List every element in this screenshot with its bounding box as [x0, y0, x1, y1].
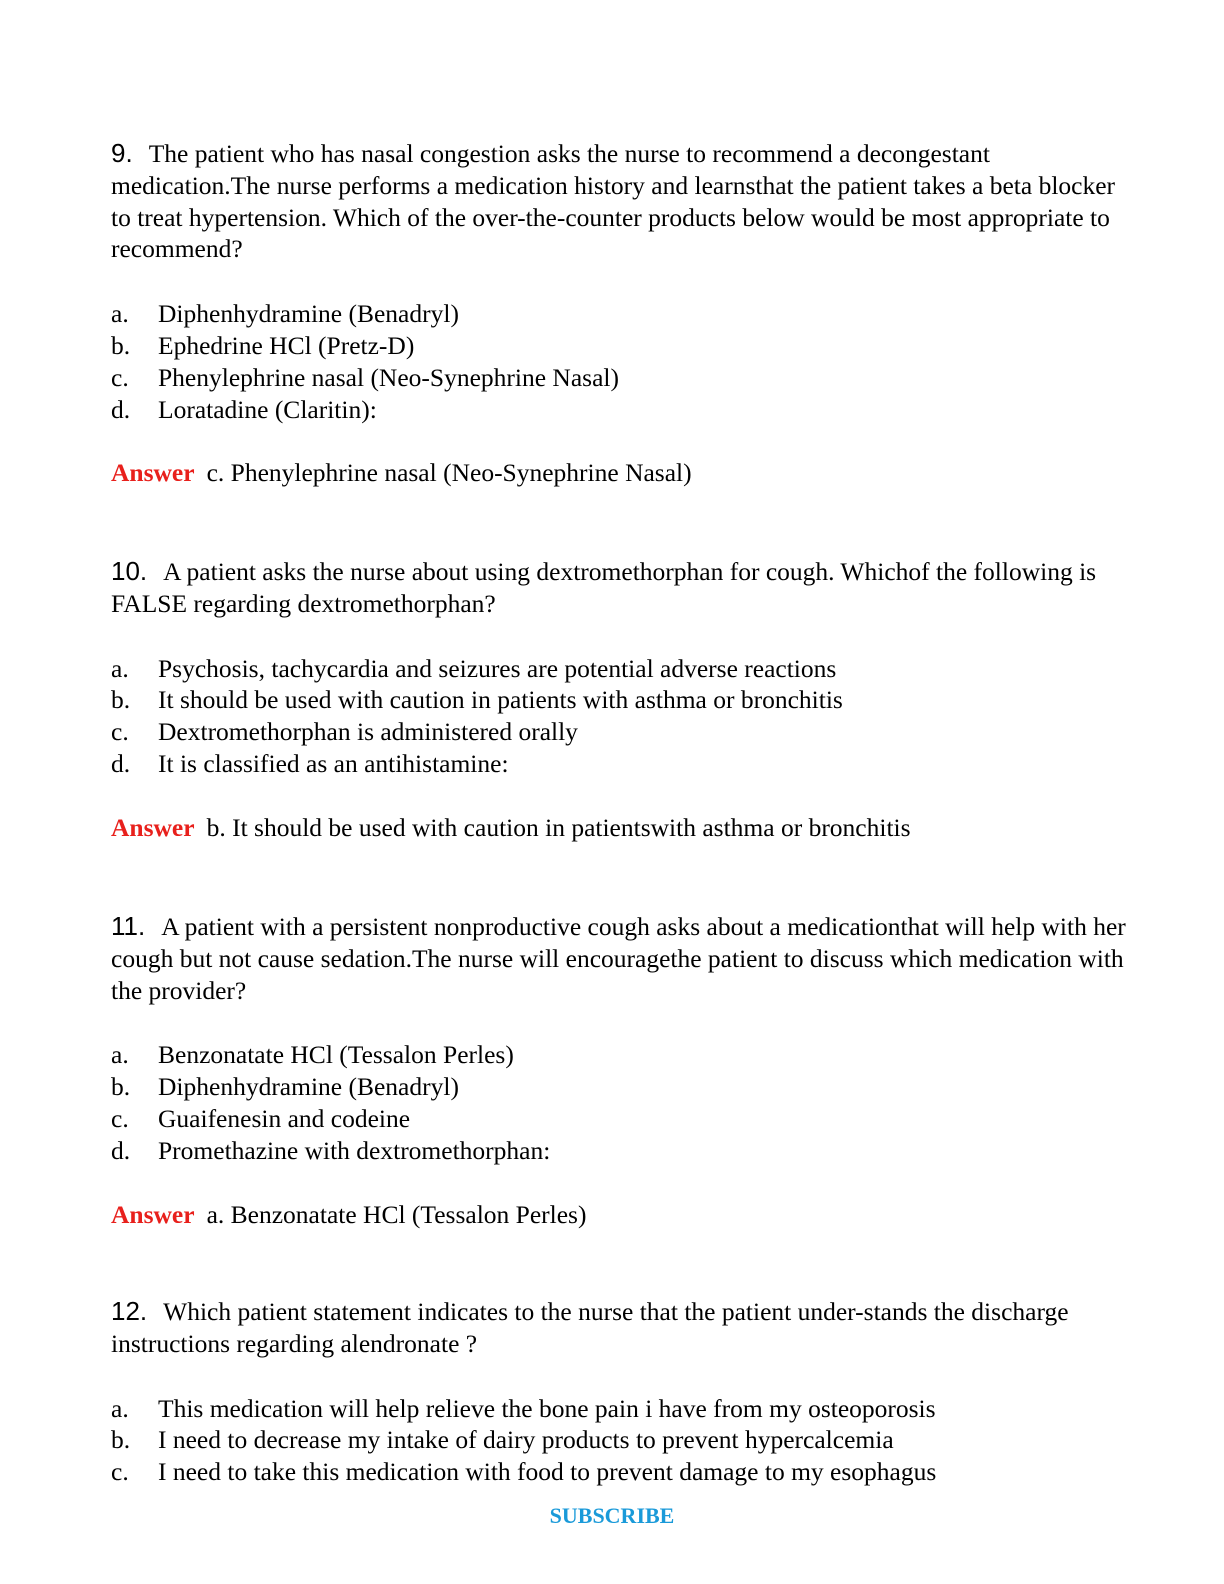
- option-item: [111, 684, 1126, 716]
- document-page: [111, 138, 1126, 1487]
- option-item: [111, 1456, 1126, 1488]
- answer-text: b. It should be used with caution in patientswith asthma or bronchitis: [206, 812, 911, 842]
- option-letter: c.: [111, 1457, 129, 1487]
- answer-text: a. Benzonatate HCl (Tessalon Perles): [206, 1199, 587, 1229]
- option-letter: b.: [111, 1072, 131, 1102]
- question-9: [111, 138, 1126, 489]
- question-11: [111, 911, 1126, 1230]
- option-letter: c.: [111, 717, 129, 747]
- option-list: [111, 1039, 1126, 1166]
- question-body: Which patient statement indicates to the nurse that the patient under-stands the discharge instructions regarding alendronate ?: [111, 1297, 1069, 1358]
- option-text: Guaifenesin and codeine: [158, 1103, 411, 1133]
- question-text: [111, 1296, 1126, 1360]
- option-item: [111, 1103, 1126, 1135]
- option-item: [111, 748, 1126, 780]
- option-list: [111, 653, 1126, 780]
- answer-line: [111, 812, 1126, 844]
- option-letter: b.: [111, 330, 131, 360]
- option-text: Promethazine with dextromethorphan:: [158, 1135, 551, 1165]
- answer-line: [111, 1199, 1126, 1231]
- question-body: A patient asks the nurse about using dextromethorphan for cough. Whichof the following is FALSE regarding dextromethorphan?: [111, 557, 1097, 618]
- option-text: Dextromethorphan is administered orally: [158, 717, 578, 747]
- option-letter: c.: [111, 1103, 129, 1133]
- option-letter: d.: [111, 748, 131, 778]
- option-item: [111, 1039, 1126, 1071]
- option-letter: b.: [111, 685, 131, 715]
- answer-label: Answer: [111, 458, 195, 488]
- question-body: A patient with a persistent nonproductive cough asks about a medicationthat will help with her cough but not cause sedation.The nurse will encouragethe patient to discuss which medication with the provider?: [111, 912, 1126, 1005]
- option-letter: d.: [111, 394, 131, 424]
- option-text: I need to take this medication with food to prevent damage to my esophagus: [158, 1457, 937, 1487]
- answer-label: Answer: [111, 812, 195, 842]
- option-letter: d.: [111, 1135, 131, 1165]
- answer-line: [111, 457, 1126, 489]
- option-list: [111, 1393, 1126, 1488]
- option-item: [111, 298, 1126, 330]
- option-item: [111, 394, 1126, 426]
- question-text: [111, 138, 1126, 265]
- option-letter: b.: [111, 1425, 131, 1455]
- question-number: 11.: [111, 911, 146, 941]
- option-letter: a.: [111, 1040, 129, 1070]
- option-text: It is classified as an antihistamine:: [158, 748, 509, 778]
- option-letter: a.: [111, 653, 129, 683]
- option-text: Diphenhydramine (Benadryl): [158, 1072, 459, 1102]
- question-body: The patient who has nasal congestion asks the nurse to recommend a decongestant medication.The nurse performs a medication history and learnsthat the patient takes a beta blocker to treat hypertension. Which of the over-the-counter products below would be most appropriate to recommend?: [111, 139, 1116, 264]
- option-item: [111, 716, 1126, 748]
- answer-label: Answer: [111, 1199, 195, 1229]
- option-letter: a.: [111, 299, 129, 329]
- question-text: [111, 911, 1126, 1006]
- option-text: Ephedrine HCl (Pretz-D): [158, 330, 415, 360]
- option-text: This medication will help relieve the bone pain i have from my osteoporosis: [158, 1393, 936, 1423]
- option-item: [111, 362, 1126, 394]
- option-text: Loratadine (Claritin):: [158, 394, 377, 424]
- subscribe-link[interactable]: SUBSCRIBE: [549, 1503, 675, 1528]
- option-item: [111, 1071, 1126, 1103]
- answer-text: c. Phenylephrine nasal (Neo-Synephrine Nasal): [206, 458, 692, 488]
- option-item: [111, 330, 1126, 362]
- question-number: 10.: [111, 556, 148, 586]
- question-number: 12.: [111, 1296, 148, 1326]
- option-item: [111, 653, 1126, 685]
- option-text: It should be used with caution in patients with asthma or bronchitis: [158, 685, 843, 715]
- option-item: [111, 1393, 1126, 1425]
- option-item: [111, 1135, 1126, 1167]
- question-number: 9.: [111, 138, 133, 168]
- question-12: [111, 1296, 1126, 1488]
- option-letter: a.: [111, 1393, 129, 1423]
- option-text: I need to decrease my intake of dairy products to prevent hypercalcemia: [158, 1425, 894, 1455]
- question-10: [111, 556, 1126, 844]
- option-text: Psychosis, tachycardia and seizures are potential adverse reactions: [158, 653, 837, 683]
- option-item: [111, 1424, 1126, 1456]
- option-text: Benzonatate HCl (Tessalon Perles): [158, 1040, 514, 1070]
- option-text: Diphenhydramine (Benadryl): [158, 299, 459, 329]
- option-text: Phenylephrine nasal (Neo-Synephrine Nasal): [158, 362, 619, 392]
- question-text: [111, 556, 1126, 620]
- option-list: [111, 298, 1126, 425]
- option-letter: c.: [111, 362, 129, 392]
